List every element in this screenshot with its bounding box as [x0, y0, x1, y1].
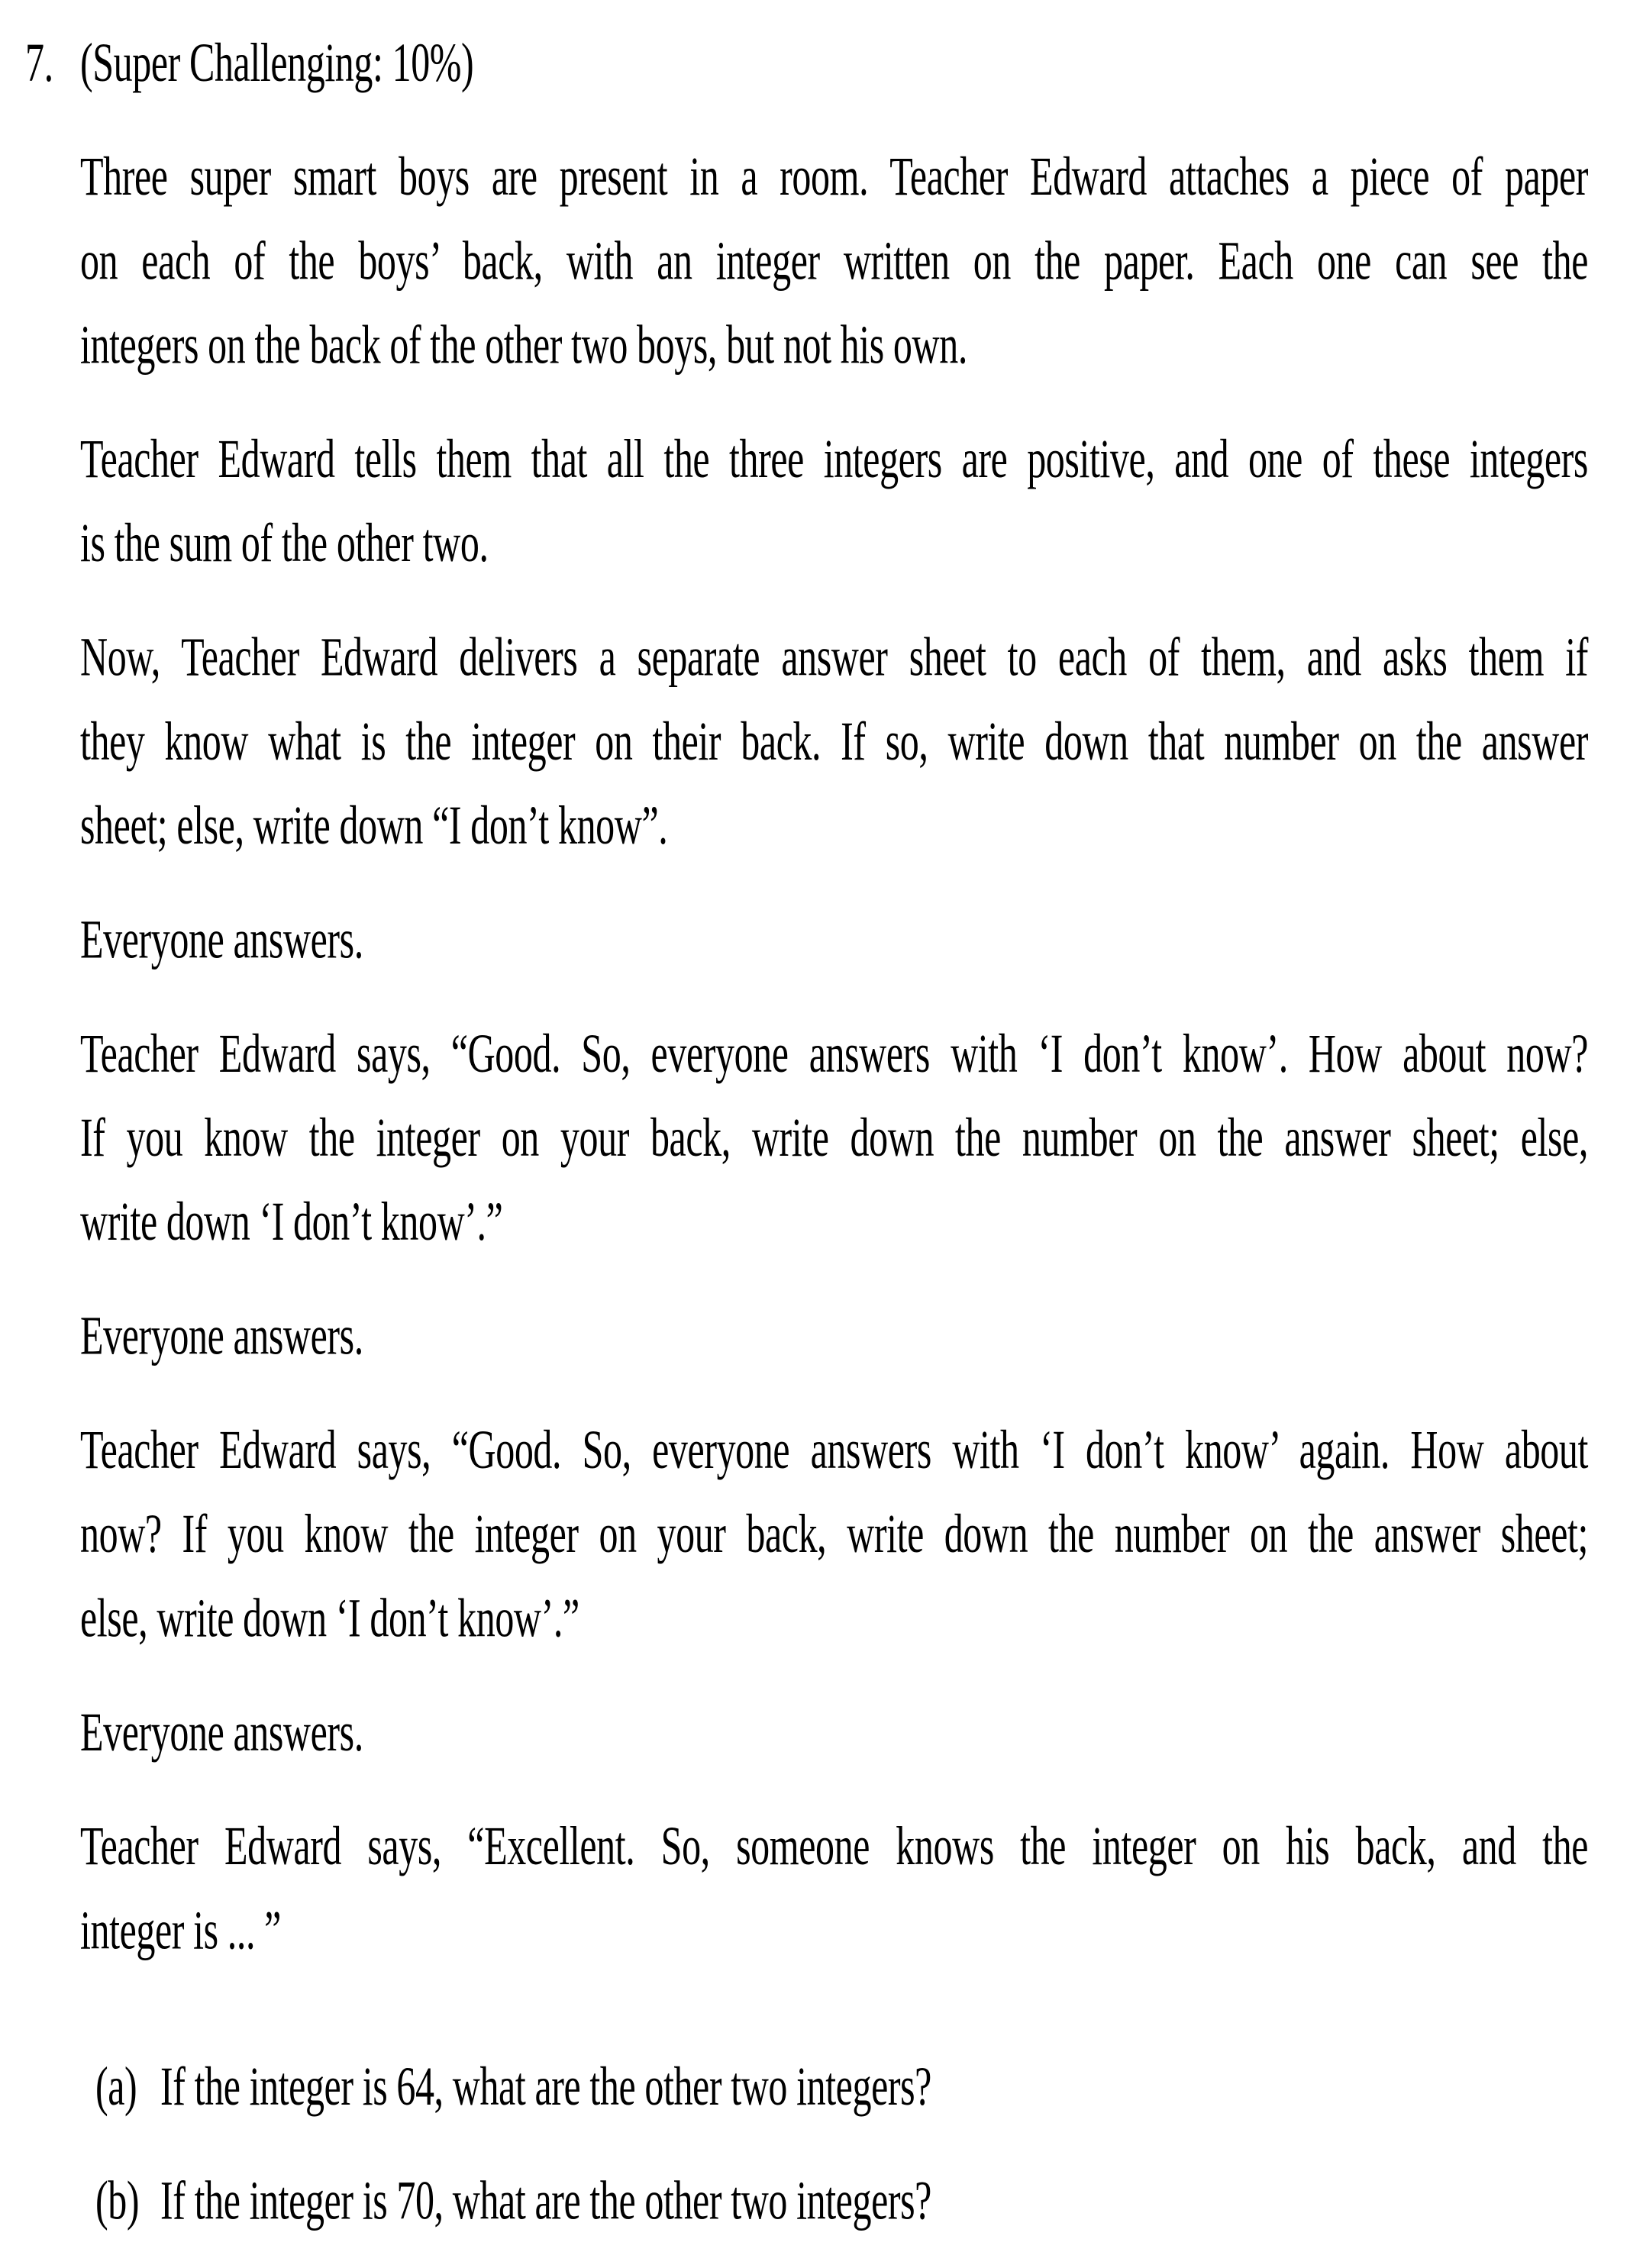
text-line: they know what is the integer on their back. If so, write down that number on the answer — [80, 709, 1588, 772]
text-line: Teacher Edward says, “Good. So, everyone answers with ‘I don’t know’. How about now? — [80, 1021, 1588, 1084]
document-page — [0, 20, 1643, 2268]
paragraph — [80, 615, 1588, 867]
paragraph — [80, 1011, 1588, 1263]
text-line: is the sum of the other two. — [80, 511, 489, 574]
text-line: write down ‘I don’t know’.” — [80, 1189, 503, 1253]
paragraph — [80, 416, 1588, 584]
text-line: Teacher Edward says, “Excellent. So, someone knows the integer on his back, and the — [80, 1814, 1588, 1877]
problem-heading-label: (Super Challenging: 10%) — [80, 31, 474, 93]
problem-number: 7. — [25, 31, 53, 93]
subquestion-b — [95, 2158, 1588, 2242]
text-line: Three super smart boys are present in a room. Teacher Edward attaches a piece of paper — [80, 144, 1588, 208]
text-line: Everyone answers. — [80, 1304, 363, 1366]
subquestion-list — [80, 2044, 1588, 2242]
item-text: If the integer is 70, what are the other two integers? — [160, 2169, 931, 2231]
text-line: integers on the back of the other two boys, but not his own. — [80, 313, 967, 376]
item-marker: (a) — [95, 2054, 137, 2117]
item-text: If the integer is 64, what are the other two integers? — [160, 2054, 931, 2117]
paragraph — [80, 1407, 1588, 1660]
problem-heading — [25, 20, 1643, 104]
text-line: Teacher Edward tells them that all the three integers are positive, and one of these integers — [80, 427, 1588, 489]
problem-body — [80, 134, 1588, 1971]
text-line: integer is ... ” — [80, 1899, 281, 1961]
text-line: sheet; else, write down “I don’t know”. — [80, 793, 668, 856]
paragraph — [80, 134, 1588, 386]
text-line: Everyone answers. — [80, 908, 363, 970]
text-line: Teacher Edward says, “Good. So, everyone answers with ‘I don’t know’ again. How about — [80, 1418, 1588, 1480]
text-line: on each of the boys’ back, with an integer written on the paper. Each one can see the — [80, 229, 1588, 292]
paragraph — [80, 1689, 1588, 1773]
paragraph — [80, 1293, 1588, 1377]
text-line: Everyone answers. — [80, 1700, 363, 1763]
paragraph — [80, 1803, 1588, 1971]
subquestion-a — [95, 2044, 1588, 2128]
text-line: now? If you know the integer on your back, write down the number on the answer sheet; — [80, 1502, 1588, 1565]
paragraph — [80, 897, 1588, 981]
text-line: else, write down ‘I don’t know’.” — [80, 1586, 579, 1649]
text-line: If you know the integer on your back, write down the number on the answer sheet; else, — [80, 1105, 1588, 1168]
item-marker: (b) — [95, 2169, 140, 2231]
text-line: Now, Teacher Edward delivers a separate answer sheet to each of them, and asks them if — [80, 625, 1588, 688]
